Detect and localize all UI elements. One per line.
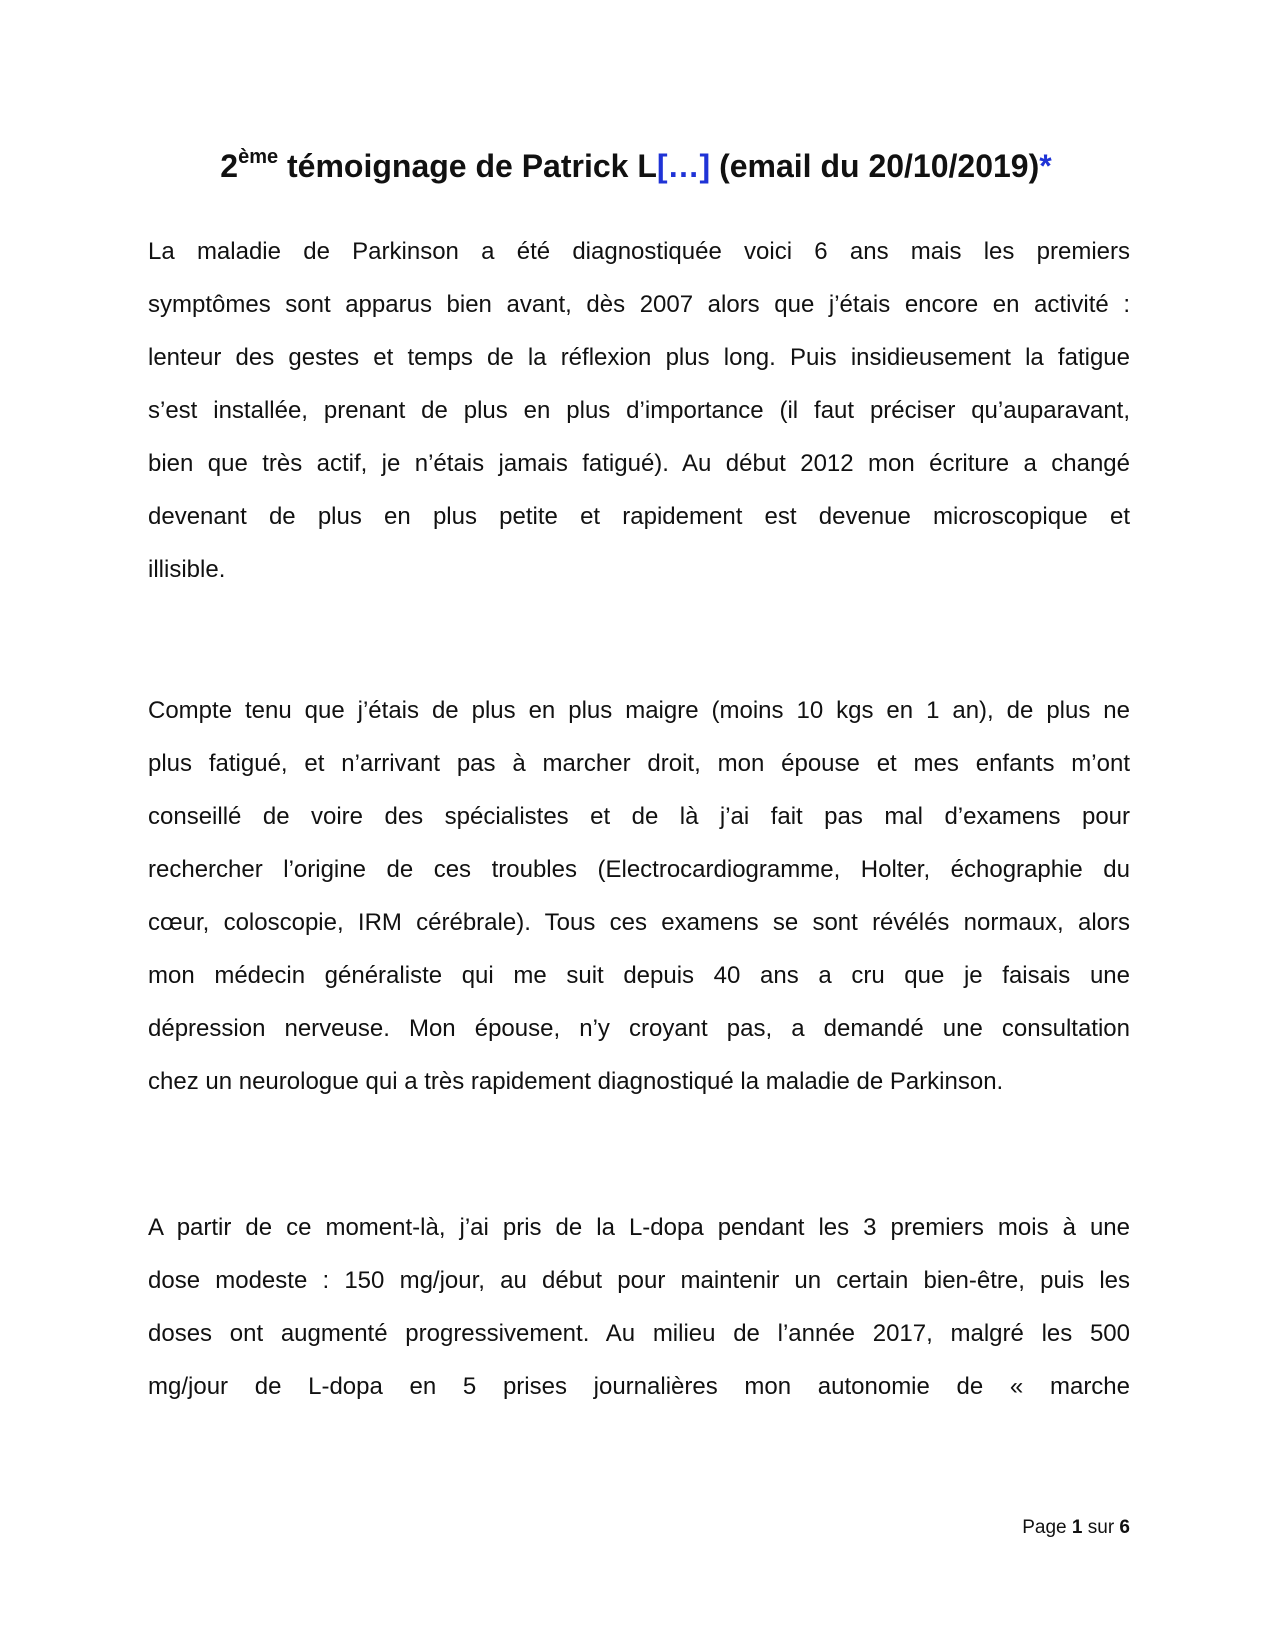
footer-page-word: Page bbox=[1022, 1517, 1072, 1538]
title-email-date: (email du 20/10/2019) bbox=[710, 148, 1040, 184]
paragraph-line: mg/jour de L-dopa en 5 prises journalières mon autonomie de « marche bbox=[148, 1373, 1130, 1400]
paragraph-line: rechercher l’origine de ces troubles (Electrocardiogramme, Holter, échographie du bbox=[148, 856, 1130, 883]
footer-current-page: 1 bbox=[1071, 1517, 1083, 1538]
paragraph-line: dépression nerveuse. Mon épouse, n’y croyant pas, a demandé une consultation bbox=[148, 1015, 1130, 1042]
paragraph-line: s’est installée, prenant de plus en plus d’importance (il faut préciser qu’auparavant, bbox=[148, 397, 1130, 424]
paragraph-line: doses ont augmenté progressivement. Au milieu de l’année 2017, malgré les 500 bbox=[148, 1320, 1130, 1347]
paragraph-line: A partir de ce moment-là, j’ai pris de la L-dopa pendant les 3 premiers mois à une bbox=[148, 1214, 1130, 1241]
title-asterisk: * bbox=[1039, 148, 1052, 184]
paragraph-line: chez un neurologue qui a très rapidement diagnostiqué la maladie de Parkinson. bbox=[148, 1068, 1004, 1095]
paragraph-line: conseillé de voire des spécialistes et de là j’ai fait pas mal d’examens pour bbox=[148, 803, 1130, 830]
document-title bbox=[140, 146, 1132, 186]
paragraph-line: La maladie de Parkinson a été diagnostiquée voici 6 ans mais les premiers bbox=[148, 238, 1130, 265]
paragraph-line: bien que très actif, je n’étais jamais fatigué). Au début 2012 mon écriture a changé bbox=[148, 450, 1130, 477]
title-superscript: ème bbox=[238, 146, 279, 168]
paragraph-line: devenant de plus en plus petite et rapidement est devenue microscopique et bbox=[148, 503, 1130, 530]
paragraph-line: dose modeste : 150 mg/jour, au début pour maintenir un certain bien-être, puis les bbox=[148, 1267, 1130, 1294]
paragraph-line: symptômes sont apparus bien avant, dès 2007 alors que j’étais encore en activité : bbox=[148, 291, 1130, 318]
paragraph-1 bbox=[148, 225, 1130, 596]
paragraph-line: plus fatigué, et n’arrivant pas à marcher droit, mon épouse et mes enfants m’ont bbox=[148, 750, 1130, 777]
paragraph-line: illisible. bbox=[148, 556, 226, 583]
page-number-footer bbox=[1022, 1516, 1130, 1540]
title-ellipsis: […] bbox=[656, 148, 711, 184]
paragraph-2 bbox=[148, 684, 1130, 1108]
footer-of-word: sur bbox=[1082, 1517, 1120, 1538]
paragraph-line: cœur, coloscopie, IRM cérébrale). Tous ces examens se sont révélés normaux, alors bbox=[148, 909, 1130, 936]
title-number: 2 bbox=[220, 148, 239, 184]
paragraph-3 bbox=[148, 1201, 1130, 1413]
paragraph-line: Compte tenu que j’étais de plus en plus maigre (moins 10 kgs en 1 an), de plus ne bbox=[148, 697, 1130, 724]
paragraph-line: lenteur des gestes et temps de la réflexion plus long. Puis insidieusement la fatigue bbox=[148, 344, 1130, 371]
title-main-text: témoignage de Patrick L bbox=[278, 148, 657, 184]
paragraph-line: mon médecin généraliste qui me suit depuis 40 ans a cru que je faisais une bbox=[148, 962, 1130, 989]
footer-total-pages: 6 bbox=[1119, 1517, 1130, 1538]
